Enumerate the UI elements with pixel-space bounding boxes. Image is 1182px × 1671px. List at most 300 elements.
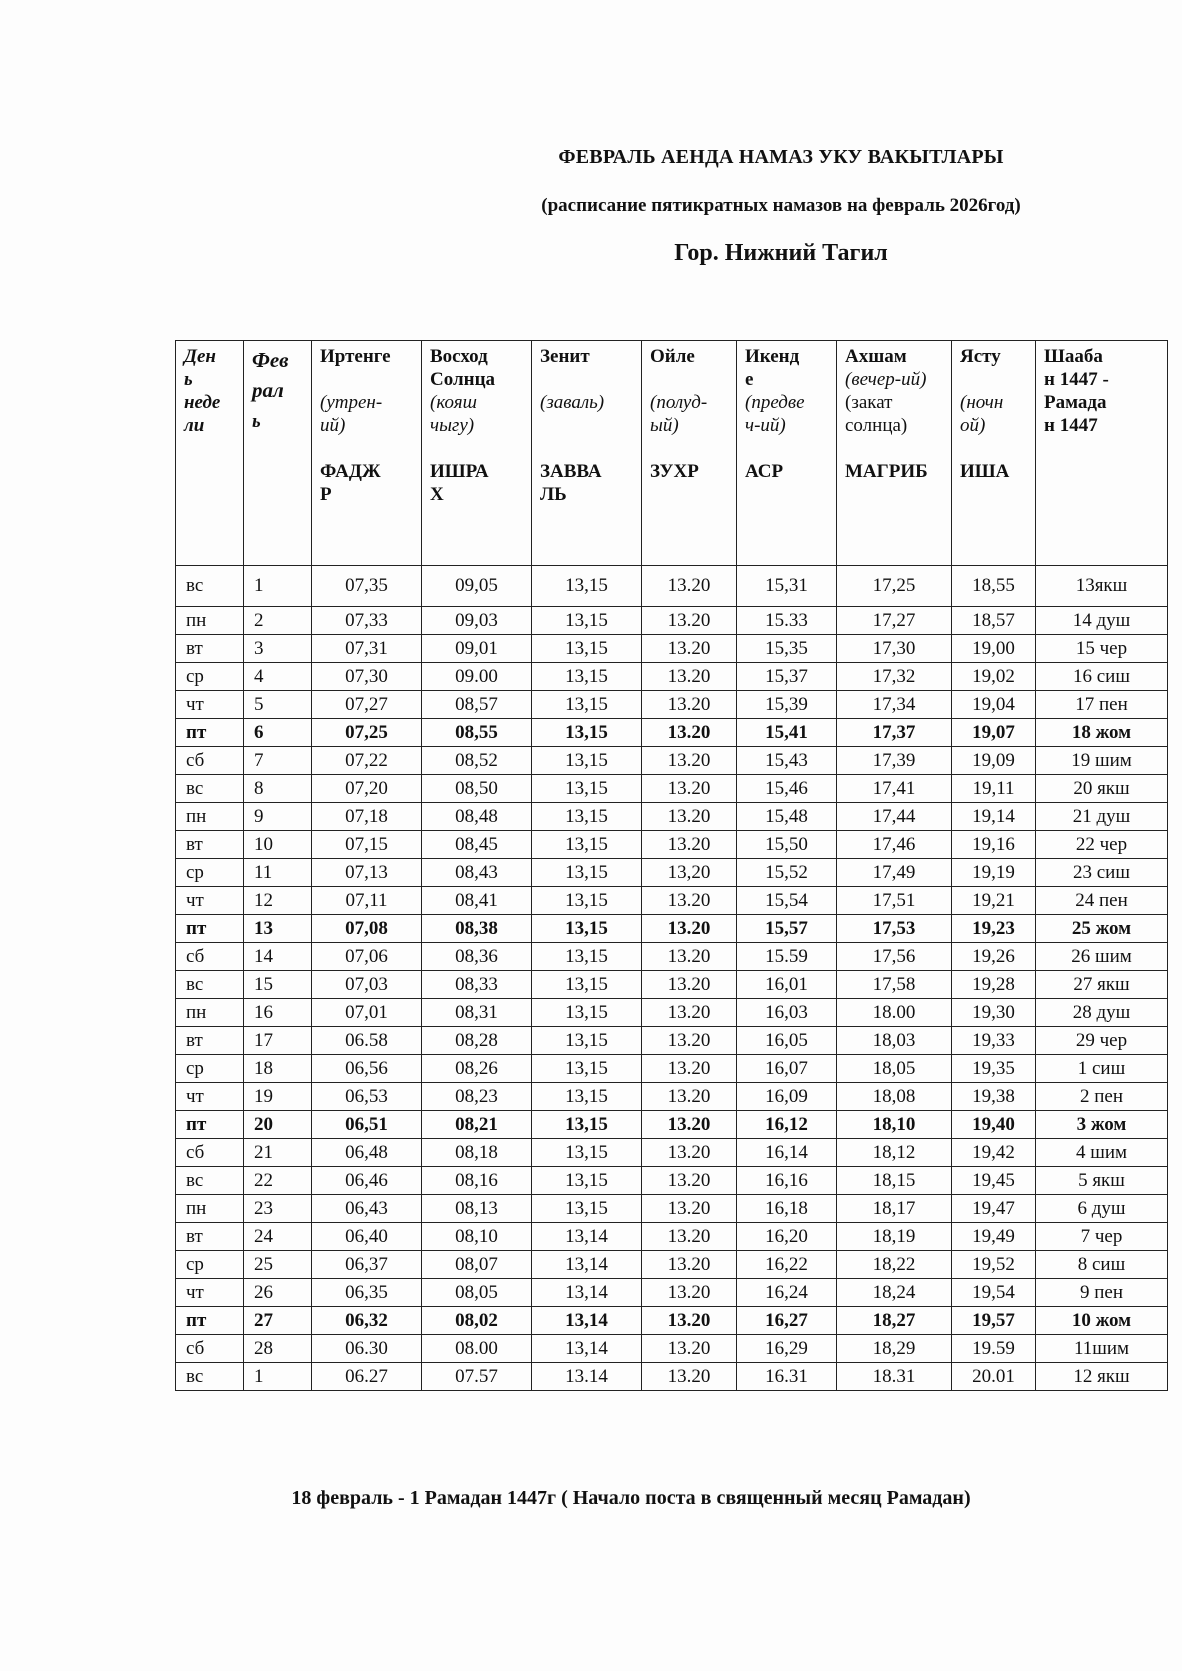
cell-asr: 16,12 (737, 1111, 837, 1139)
cell-zuhr: 13.20 (642, 1363, 737, 1391)
cell-maghrib: 17,30 (837, 635, 952, 663)
cell-zawwal: 13,15 (532, 999, 642, 1027)
cell-ishrah: 09,03 (422, 607, 532, 635)
cell-zawwal: 13,14 (532, 1307, 642, 1335)
table-row (176, 1335, 1168, 1363)
col-header-isha: Ясту (ночн ой) ИША (952, 341, 1036, 566)
cell-maghrib: 18.00 (837, 999, 952, 1027)
cell-asr: 16,24 (737, 1279, 837, 1307)
cell-zuhr: 13.20 (642, 1195, 737, 1223)
cell-hijri: 27 якш (1036, 971, 1168, 999)
table-row (176, 1363, 1168, 1391)
cell-maghrib: 17,58 (837, 971, 952, 999)
cell-maghrib: 17,51 (837, 887, 952, 915)
cell-isha: 20.01 (952, 1363, 1036, 1391)
cell-fajr: 06,32 (312, 1307, 422, 1335)
cell-maghrib: 17,49 (837, 859, 952, 887)
cell-zawwal: 13,15 (532, 719, 642, 747)
cell-zuhr: 13.20 (642, 999, 737, 1027)
cell-isha: 19,30 (952, 999, 1036, 1027)
cell-dow: ср (176, 663, 244, 691)
cell-fajr: 07,01 (312, 999, 422, 1027)
cell-maghrib: 18,27 (837, 1307, 952, 1335)
cell-ishrah: 08,26 (422, 1055, 532, 1083)
cell-isha: 19,04 (952, 691, 1036, 719)
cell-asr: 16,14 (737, 1139, 837, 1167)
cell-maghrib: 17,27 (837, 607, 952, 635)
cell-zuhr: 13.20 (642, 1111, 737, 1139)
cell-day: 18 (244, 1055, 312, 1083)
cell-ishrah: 08,16 (422, 1167, 532, 1195)
cell-zawwal: 13,14 (532, 1335, 642, 1363)
cell-fajr: 07,27 (312, 691, 422, 719)
cell-zuhr: 13.20 (642, 1223, 737, 1251)
cell-asr: 15,57 (737, 915, 837, 943)
cell-fajr: 07,08 (312, 915, 422, 943)
cell-hijri: 16 сиш (1036, 663, 1168, 691)
cell-hijri: 5 якш (1036, 1167, 1168, 1195)
cell-asr: 16.31 (737, 1363, 837, 1391)
cell-zawwal: 13,15 (532, 971, 642, 999)
cell-zawwal: 13,15 (532, 803, 642, 831)
cell-maghrib: 18,29 (837, 1335, 952, 1363)
cell-hijri: 24 пен (1036, 887, 1168, 915)
cell-maghrib: 17,56 (837, 943, 952, 971)
cell-asr: 16,27 (737, 1307, 837, 1335)
col-header-february: Фев рал ь (244, 341, 312, 566)
col-header-hijri: Шааба н 1447 - Рамада н 1447 (1036, 341, 1168, 566)
cell-ishrah: 07.57 (422, 1363, 532, 1391)
cell-fajr: 06,51 (312, 1111, 422, 1139)
cell-zawwal: 13,15 (532, 1027, 642, 1055)
cell-day: 26 (244, 1279, 312, 1307)
cell-hijri: 28 душ (1036, 999, 1168, 1027)
cell-asr: 16,20 (737, 1223, 837, 1251)
cell-isha: 19,47 (952, 1195, 1036, 1223)
cell-day: 9 (244, 803, 312, 831)
cell-day: 27 (244, 1307, 312, 1335)
cell-fajr: 07,18 (312, 803, 422, 831)
cell-dow: ср (176, 1251, 244, 1279)
page-title: ФЕВРАЛЬ АЕНДА НАМАЗ УКУ ВАКЫТЛАРЫ (558, 146, 1004, 168)
cell-fajr: 06,56 (312, 1055, 422, 1083)
cell-zuhr: 13.20 (642, 663, 737, 691)
cell-zuhr: 13.20 (642, 1335, 737, 1363)
cell-asr: 15,39 (737, 691, 837, 719)
cell-dow: вс (176, 775, 244, 803)
cell-zuhr: 13.20 (642, 831, 737, 859)
cell-hijri: 23 сиш (1036, 859, 1168, 887)
cell-fajr: 06,46 (312, 1167, 422, 1195)
cell-dow: пн (176, 999, 244, 1027)
cell-maghrib: 17,37 (837, 719, 952, 747)
cell-maghrib: 17,32 (837, 663, 952, 691)
cell-isha: 19,33 (952, 1027, 1036, 1055)
cell-day: 12 (244, 887, 312, 915)
cell-ishrah: 08,41 (422, 887, 532, 915)
cell-zawwal: 13,15 (532, 775, 642, 803)
cell-zuhr: 13.20 (642, 775, 737, 803)
table-row (176, 719, 1168, 747)
cell-day: 2 (244, 607, 312, 635)
cell-ishrah: 08,38 (422, 915, 532, 943)
cell-zawwal: 13,15 (532, 691, 642, 719)
cell-zawwal: 13,15 (532, 1195, 642, 1223)
table-row (176, 1111, 1168, 1139)
cell-dow: чт (176, 887, 244, 915)
table-row (176, 635, 1168, 663)
cell-zawwal: 13,14 (532, 1251, 642, 1279)
cell-day: 8 (244, 775, 312, 803)
cell-hijri: 19 шим (1036, 747, 1168, 775)
cell-zawwal: 13,15 (532, 859, 642, 887)
cell-dow: сб (176, 943, 244, 971)
cell-dow: вс (176, 971, 244, 999)
cell-asr: 15,54 (737, 887, 837, 915)
cell-ishrah: 08,05 (422, 1279, 532, 1307)
table-row (176, 1279, 1168, 1307)
cell-hijri: 21 душ (1036, 803, 1168, 831)
table-row (176, 1055, 1168, 1083)
cell-day: 28 (244, 1335, 312, 1363)
cell-day: 25 (244, 1251, 312, 1279)
cell-ishrah: 08,10 (422, 1223, 532, 1251)
cell-fajr: 07,11 (312, 887, 422, 915)
cell-isha: 19,19 (952, 859, 1036, 887)
cell-zuhr: 13.20 (642, 1083, 737, 1111)
cell-zawwal: 13,15 (532, 635, 642, 663)
cell-asr: 16,18 (737, 1195, 837, 1223)
cell-maghrib: 18,08 (837, 1083, 952, 1111)
table-row (176, 1223, 1168, 1251)
cell-asr: 15,35 (737, 635, 837, 663)
cell-fajr: 07,20 (312, 775, 422, 803)
cell-zawwal: 13,15 (532, 566, 642, 607)
cell-maghrib: 18.31 (837, 1363, 952, 1391)
cell-asr: 16,16 (737, 1167, 837, 1195)
cell-asr: 15,43 (737, 747, 837, 775)
cell-dow: пн (176, 803, 244, 831)
cell-isha: 19,52 (952, 1251, 1036, 1279)
cell-day: 15 (244, 971, 312, 999)
cell-asr: 15,31 (737, 566, 837, 607)
cell-fajr: 07,35 (312, 566, 422, 607)
cell-zuhr: 13.20 (642, 719, 737, 747)
cell-ishrah: 08,13 (422, 1195, 532, 1223)
cell-hijri: 7 чер (1036, 1223, 1168, 1251)
col-header-asr: Икенд е (предве ч-ий) АСР (737, 341, 837, 566)
cell-hijri: 12 якш (1036, 1363, 1168, 1391)
cell-hijri: 18 жом (1036, 719, 1168, 747)
cell-dow: вс (176, 566, 244, 607)
cell-isha: 19,57 (952, 1307, 1036, 1335)
cell-hijri: 17 пен (1036, 691, 1168, 719)
cell-isha: 19,16 (952, 831, 1036, 859)
prayer-times-table (175, 340, 1168, 1391)
cell-day: 16 (244, 999, 312, 1027)
cell-ishrah: 08,07 (422, 1251, 532, 1279)
cell-day: 10 (244, 831, 312, 859)
cell-hijri: 29 чер (1036, 1027, 1168, 1055)
cell-dow: сб (176, 747, 244, 775)
cell-isha: 19,54 (952, 1279, 1036, 1307)
cell-hijri: 6 душ (1036, 1195, 1168, 1223)
cell-hijri: 20 якш (1036, 775, 1168, 803)
cell-isha: 18,55 (952, 566, 1036, 607)
cell-asr: 15,37 (737, 663, 837, 691)
cell-fajr: 06,43 (312, 1195, 422, 1223)
table-row (176, 1251, 1168, 1279)
cell-hijri: 11шим (1036, 1335, 1168, 1363)
cell-fajr: 07,06 (312, 943, 422, 971)
cell-ishrah: 08,23 (422, 1083, 532, 1111)
cell-day: 14 (244, 943, 312, 971)
cell-maghrib: 18,12 (837, 1139, 952, 1167)
table-row (176, 1307, 1168, 1335)
table-row (176, 887, 1168, 915)
cell-zuhr: 13.20 (642, 887, 737, 915)
table-row (176, 566, 1168, 607)
cell-dow: пн (176, 607, 244, 635)
table-row (176, 663, 1168, 691)
cell-zawwal: 13,15 (532, 887, 642, 915)
cell-isha: 19.59 (952, 1335, 1036, 1363)
col-header-weekday: Ден ь неде ли (176, 341, 244, 566)
table-row (176, 747, 1168, 775)
cell-asr: 16,01 (737, 971, 837, 999)
cell-day: 11 (244, 859, 312, 887)
cell-zuhr: 13.20 (642, 943, 737, 971)
cell-hijri: 26 шим (1036, 943, 1168, 971)
cell-day: 19 (244, 1083, 312, 1111)
cell-hijri: 22 чер (1036, 831, 1168, 859)
page-subtitle: (расписание пятикратных намазов на февраль 2026год) (541, 195, 1021, 216)
cell-asr: 15.59 (737, 943, 837, 971)
cell-maghrib: 18,15 (837, 1167, 952, 1195)
cell-maghrib: 18,17 (837, 1195, 952, 1223)
cell-ishrah: 08.00 (422, 1335, 532, 1363)
cell-dow: пт (176, 1307, 244, 1335)
cell-dow: сб (176, 1139, 244, 1167)
cell-zawwal: 13,15 (532, 1055, 642, 1083)
cell-fajr: 07,25 (312, 719, 422, 747)
cell-zuhr: 13.20 (642, 691, 737, 719)
table-row (176, 1083, 1168, 1111)
cell-dow: вт (176, 1223, 244, 1251)
cell-dow: пт (176, 719, 244, 747)
cell-maghrib: 18,22 (837, 1251, 952, 1279)
cell-maghrib: 17,41 (837, 775, 952, 803)
cell-maghrib: 18,19 (837, 1223, 952, 1251)
cell-isha: 19,35 (952, 1055, 1036, 1083)
cell-zuhr: 13,20 (642, 859, 737, 887)
cell-zuhr: 13.20 (642, 1279, 737, 1307)
cell-zuhr: 13.20 (642, 607, 737, 635)
cell-hijri: 15 чер (1036, 635, 1168, 663)
cell-dow: ср (176, 859, 244, 887)
cell-ishrah: 09,01 (422, 635, 532, 663)
cell-ishrah: 08,43 (422, 859, 532, 887)
cell-ishrah: 09,05 (422, 566, 532, 607)
cell-zawwal: 13,15 (532, 1083, 642, 1111)
cell-fajr: 07,22 (312, 747, 422, 775)
cell-maghrib: 18,05 (837, 1055, 952, 1083)
cell-day: 22 (244, 1167, 312, 1195)
cell-maghrib: 18,10 (837, 1111, 952, 1139)
cell-fajr: 06.27 (312, 1363, 422, 1391)
cell-asr: 16,05 (737, 1027, 837, 1055)
cell-isha: 19,26 (952, 943, 1036, 971)
table-row (176, 1027, 1168, 1055)
cell-dow: вт (176, 831, 244, 859)
cell-zuhr: 13.20 (642, 1251, 737, 1279)
cell-isha: 19,14 (952, 803, 1036, 831)
cell-day: 21 (244, 1139, 312, 1167)
cell-hijri: 4 шим (1036, 1139, 1168, 1167)
cell-asr: 16,29 (737, 1335, 837, 1363)
cell-fajr: 06,48 (312, 1139, 422, 1167)
cell-day: 17 (244, 1027, 312, 1055)
cell-zawwal: 13,15 (532, 663, 642, 691)
table-row (176, 1139, 1168, 1167)
cell-maghrib: 17,34 (837, 691, 952, 719)
cell-fajr: 07,13 (312, 859, 422, 887)
table-header-row (176, 341, 1168, 566)
cell-ishrah: 08,45 (422, 831, 532, 859)
cell-dow: вт (176, 1027, 244, 1055)
cell-isha: 19,49 (952, 1223, 1036, 1251)
cell-fajr: 06,53 (312, 1083, 422, 1111)
cell-fajr: 06,40 (312, 1223, 422, 1251)
cell-zawwal: 13,15 (532, 607, 642, 635)
cell-fajr: 06.30 (312, 1335, 422, 1363)
cell-ishrah: 08,48 (422, 803, 532, 831)
cell-ishrah: 08,36 (422, 943, 532, 971)
cell-zuhr: 13.20 (642, 1055, 737, 1083)
cell-fajr: 06,35 (312, 1279, 422, 1307)
cell-hijri: 1 сиш (1036, 1055, 1168, 1083)
cell-ishrah: 09.00 (422, 663, 532, 691)
cell-dow: чт (176, 691, 244, 719)
cell-hijri: 3 жом (1036, 1111, 1168, 1139)
cell-ishrah: 08,21 (422, 1111, 532, 1139)
cell-hijri: 2 пен (1036, 1083, 1168, 1111)
cell-zuhr: 13.20 (642, 915, 737, 943)
cell-zawwal: 13,15 (532, 915, 642, 943)
cell-zuhr: 13.20 (642, 803, 737, 831)
cell-day: 24 (244, 1223, 312, 1251)
cell-asr: 16,22 (737, 1251, 837, 1279)
cell-isha: 19,28 (952, 971, 1036, 999)
cell-isha: 19,40 (952, 1111, 1036, 1139)
cell-isha: 19,45 (952, 1167, 1036, 1195)
cell-zuhr: 13.20 (642, 1167, 737, 1195)
cell-zawwal: 13,15 (532, 1111, 642, 1139)
cell-asr: 15,46 (737, 775, 837, 803)
col-header-fajr: Иртенге (утрен- ий) ФАДЖ Р (312, 341, 422, 566)
cell-isha: 19,09 (952, 747, 1036, 775)
cell-isha: 19,02 (952, 663, 1036, 691)
cell-asr: 15,41 (737, 719, 837, 747)
cell-maghrib: 17,53 (837, 915, 952, 943)
cell-maghrib: 17,46 (837, 831, 952, 859)
cell-zawwal: 13,15 (532, 1139, 642, 1167)
table-body (176, 566, 1168, 1391)
cell-day: 6 (244, 719, 312, 747)
cell-fajr: 07,33 (312, 607, 422, 635)
cell-ishrah: 08,18 (422, 1139, 532, 1167)
cell-day: 1 (244, 1363, 312, 1391)
cell-isha: 19,42 (952, 1139, 1036, 1167)
table-row (176, 831, 1168, 859)
cell-isha: 19,00 (952, 635, 1036, 663)
cell-maghrib: 18,03 (837, 1027, 952, 1055)
cell-asr: 16,03 (737, 999, 837, 1027)
cell-hijri: 10 жом (1036, 1307, 1168, 1335)
cell-dow: пт (176, 915, 244, 943)
table-row (176, 607, 1168, 635)
cell-asr: 15,48 (737, 803, 837, 831)
cell-dow: вт (176, 635, 244, 663)
cell-fajr: 07,30 (312, 663, 422, 691)
cell-ishrah: 08,28 (422, 1027, 532, 1055)
cell-ishrah: 08,50 (422, 775, 532, 803)
cell-zuhr: 13.20 (642, 747, 737, 775)
cell-day: 5 (244, 691, 312, 719)
cell-hijri: 9 пен (1036, 1279, 1168, 1307)
city-title: Гор. Нижний Тагил (674, 240, 888, 266)
cell-dow: чт (176, 1083, 244, 1111)
cell-zawwal: 13,14 (532, 1279, 642, 1307)
cell-maghrib: 17,44 (837, 803, 952, 831)
cell-zuhr: 13.20 (642, 1027, 737, 1055)
cell-fajr: 06.58 (312, 1027, 422, 1055)
cell-dow: чт (176, 1279, 244, 1307)
cell-maghrib: 18,24 (837, 1279, 952, 1307)
col-header-zuhr: Ойле (полуд- ый) ЗУХР (642, 341, 737, 566)
cell-asr: 15,50 (737, 831, 837, 859)
cell-hijri: 13якш (1036, 566, 1168, 607)
cell-isha: 19,23 (952, 915, 1036, 943)
cell-fajr: 07,31 (312, 635, 422, 663)
cell-zawwal: 13,15 (532, 1167, 642, 1195)
cell-hijri: 8 сиш (1036, 1251, 1168, 1279)
col-header-maghrib: Ахшам (вечер-ий) (закат солнца) МАГРИБ (837, 341, 952, 566)
table-row (176, 915, 1168, 943)
table-row (176, 859, 1168, 887)
cell-dow: пт (176, 1111, 244, 1139)
cell-ishrah: 08,31 (422, 999, 532, 1027)
cell-ishrah: 08,55 (422, 719, 532, 747)
cell-day: 20 (244, 1111, 312, 1139)
cell-day: 23 (244, 1195, 312, 1223)
cell-fajr: 06,37 (312, 1251, 422, 1279)
cell-ishrah: 08,33 (422, 971, 532, 999)
cell-isha: 19,11 (952, 775, 1036, 803)
cell-dow: пн (176, 1195, 244, 1223)
cell-day: 13 (244, 915, 312, 943)
cell-asr: 16,09 (737, 1083, 837, 1111)
cell-zawwal: 13,15 (532, 943, 642, 971)
cell-isha: 19,38 (952, 1083, 1036, 1111)
cell-isha: 19,21 (952, 887, 1036, 915)
cell-day: 1 (244, 566, 312, 607)
cell-zawwal: 13,15 (532, 747, 642, 775)
cell-maghrib: 17,25 (837, 566, 952, 607)
ramadan-note: 18 февраль - 1 Рамадан 1447г ( Начало поста в священный месяц Рамадан) (291, 1487, 971, 1509)
cell-hijri: 14 душ (1036, 607, 1168, 635)
table-row (176, 999, 1168, 1027)
